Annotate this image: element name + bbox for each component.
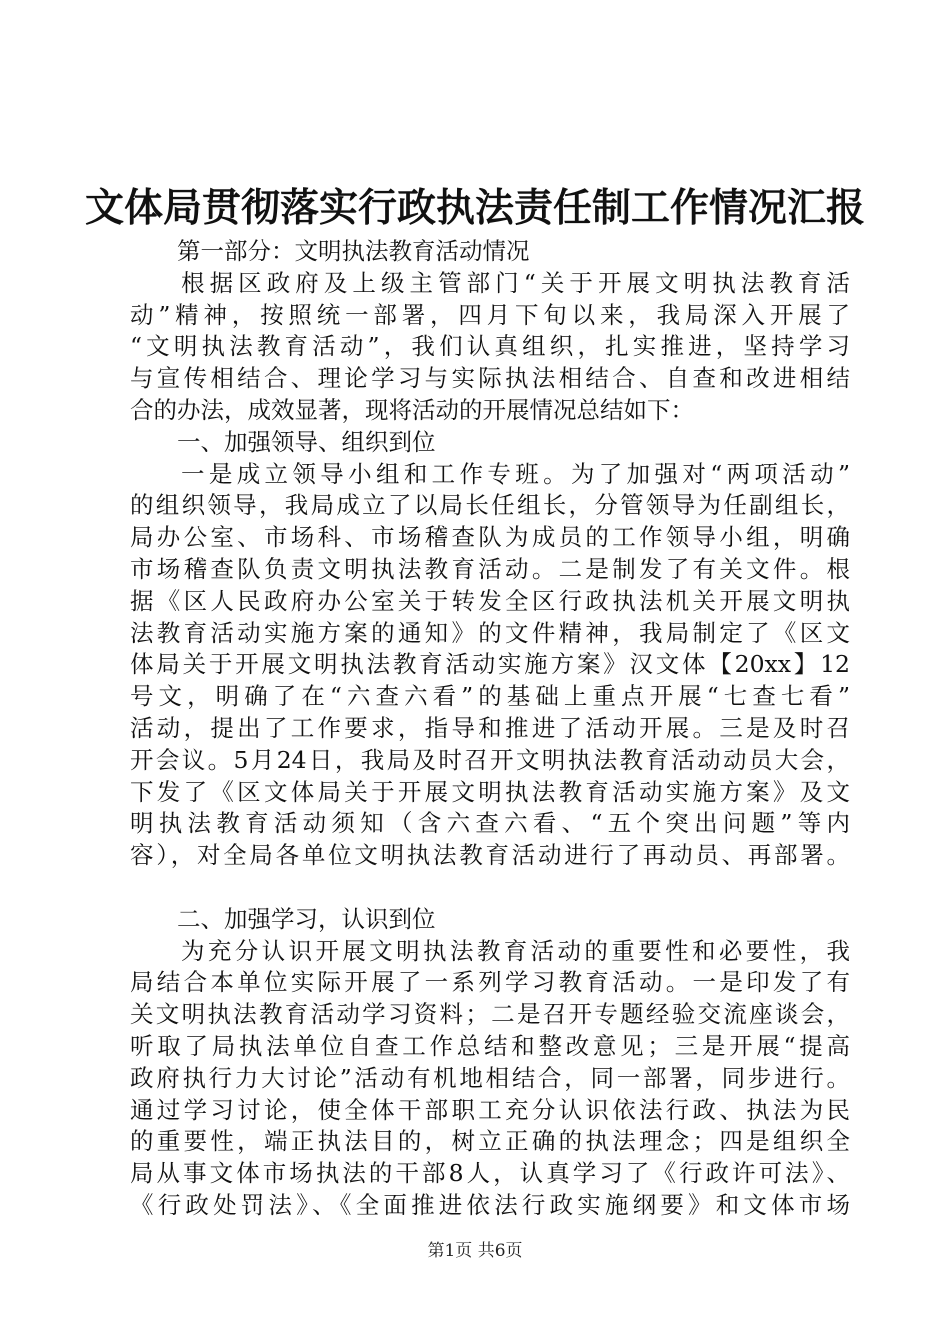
paragraph-line: 与宣传相结合、理论学习与实际执法相结合、自查和改进相结 (130, 364, 850, 393)
paragraph-line: 一是成立领导小组和工作专班。为了加强对“两项活动” (181, 459, 850, 488)
paragraph-line: 体局关于开展文明执法教育活动实施方案》汉文体【20xx】12 (130, 650, 850, 679)
blank-line (130, 872, 850, 904)
paragraph-line: 下发了《区文体局关于开展文明执法教育活动实施方案》及文 (130, 777, 850, 806)
paragraph-line: 市场稽查队负责文明执法教育活动。二是制发了有关文件。根 (130, 554, 850, 583)
paragraph-line: 开会议。5月24日，我局及时召开文明执法教育活动动员大会， (130, 745, 850, 774)
paragraph-line: 法教育活动实施方案的通知》的文件精神，我局制定了《区文 (130, 618, 850, 647)
paragraph-line: 通过学习讨论，使全体干部职工充分认识依法行政、执法为民 (130, 1095, 850, 1124)
paragraph-line: 听取了局执法单位自查工作总结和整改意见；三是开展“提高 (130, 1031, 850, 1060)
paragraph-line: 动”精神，按照统一部署，四月下旬以来，我局深入开展了 (130, 300, 850, 329)
section-heading: 一、加强领导、组织到位 (177, 427, 436, 456)
document-body (130, 236, 850, 1222)
paragraph-line: 据《区人民政府办公室关于转发全区行政执法机关开展文明执 (130, 586, 850, 615)
paragraph-line: “文明执法教育活动”，我们认真组织，扎实推进，坚持学习 (130, 332, 850, 361)
section-heading: 第一部分：文明执法教育活动情况 (177, 237, 530, 265)
paragraph-line: 活动，提出了工作要求，指导和推进了活动开展。三是及时召 (130, 713, 850, 742)
document-title: 文体局贯彻落实行政执法责任制工作情况汇报 (84, 185, 865, 231)
paragraph-line: 的组织领导，我局成立了以局长任组长，分管领导为任副组长， (130, 491, 850, 520)
paragraph-line: 《行政处罚法》、《全面推进依法行政实施纲要》和文体市场 (130, 1190, 850, 1219)
paragraph-line: 的重要性，端正执法目的，树立正确的执法理念；四是组织全 (130, 1127, 850, 1156)
paragraph-line: 关文明执法教育活动学习资料；二是召开专题经验交流座谈会， (130, 1000, 850, 1029)
paragraph-line: 为充分认识开展文明执法教育活动的重要性和必要性，我 (181, 936, 850, 965)
page-number: 第1页 共6页 (427, 1241, 523, 1261)
paragraph-line: 号文，明确了在“六查六看”的基础上重点开展“七查七看” (130, 682, 850, 711)
paragraph-line: 根据区政府及上级主管部门“关于开展文明执法教育活 (181, 268, 850, 297)
paragraph-line: 明执法教育活动须知（含六查六看、“五个突出问题”等内 (130, 809, 850, 838)
paragraph-line: 容），对全局各单位文明执法教育活动进行了再动员、再部署。 (130, 841, 850, 870)
paragraph-line: 政府执行力大讨论”活动有机地相结合，同一部署，同步进行。 (130, 1063, 850, 1092)
paragraph-line: 合的办法，成效显著，现将活动的开展情况总结如下： (130, 395, 694, 424)
paragraph-line: 局办公室、市场科、市场稽查队为成员的工作领导小组，明确 (130, 523, 850, 552)
paragraph-line: 局从事文体市场执法的干部8人，认真学习了《行政许可法》、 (130, 1159, 850, 1188)
paragraph-line: 局结合本单位实际开展了一系列学习教育活动。一是印发了有 (130, 968, 850, 997)
section-heading: 二、加强学习，认识到位 (177, 904, 436, 933)
